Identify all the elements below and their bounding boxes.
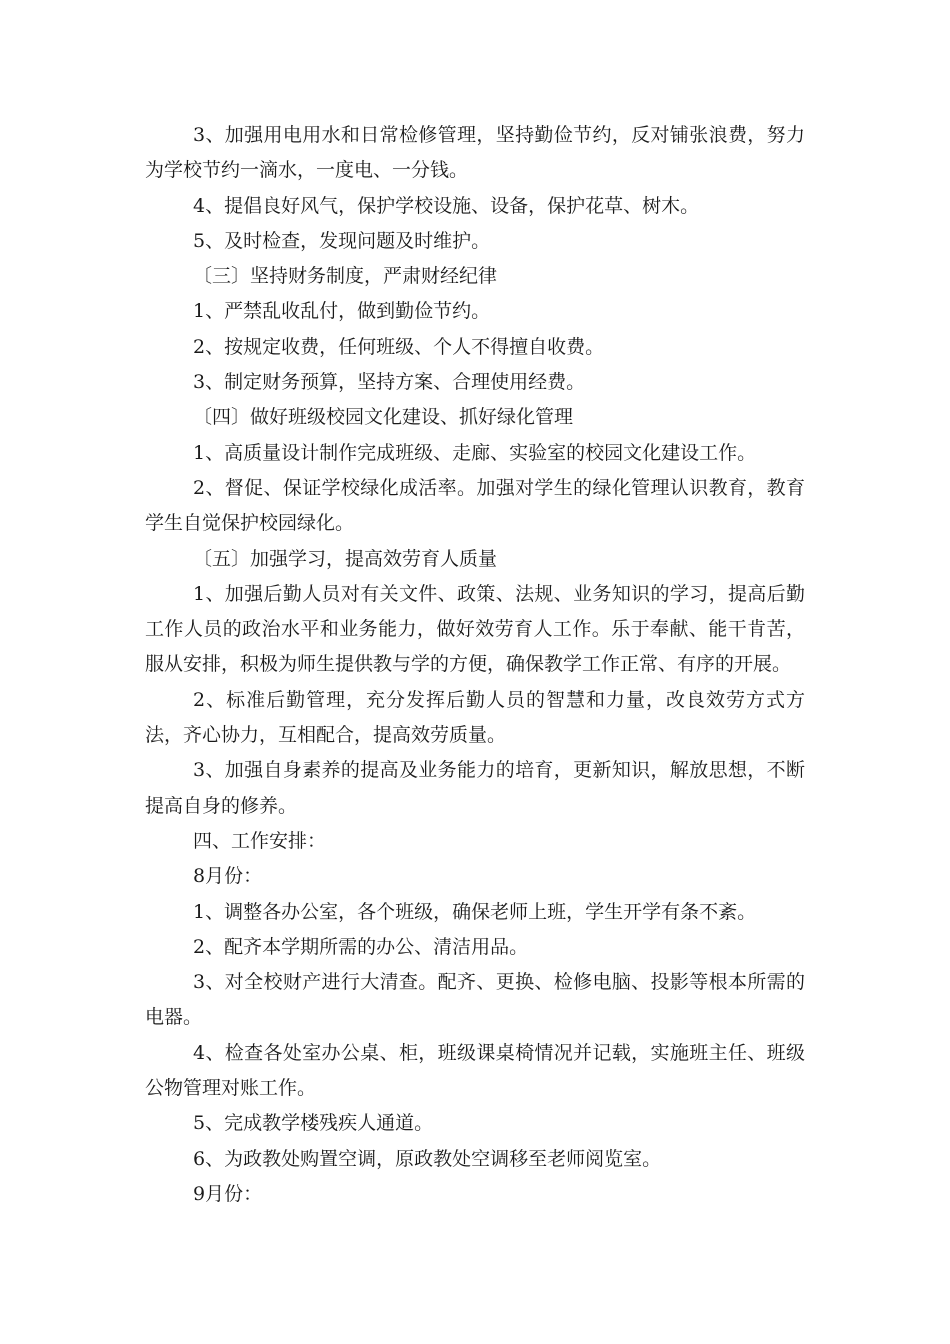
paragraph-9: 1、高质量设计制作完成班级、走廊、实验室的校园文化建设工作。 xyxy=(193,441,757,464)
paragraph-10: 2、督促、保证学校绿化成活率。加强对学生的绿化管理认识教育，教育学生自觉保护校园绿化。 xyxy=(145,476,805,535)
paragraph-1: 3、加强用电用水和日常检修管理，坚持勤俭节约，反对铺张浪费，努力为学校节约一滴水，一度电、一分钱。 xyxy=(145,124,805,182)
document-body xyxy=(145,118,805,1212)
section-heading-3: 〔三〕坚持财务制度，严肃财经纪律 xyxy=(193,265,498,288)
section-heading-work-plan: 四、工作安排： xyxy=(193,829,327,852)
paragraph-21: 5、完成教学楼残疾人通道。 xyxy=(193,1112,434,1135)
paragraph-3: 5、及时检查，发现问题及时维护。 xyxy=(193,229,491,252)
paragraph-12: 1、加强后勤人员对有关文件、政策、法规、业务知识的学习，提高后勤工作人员的政治水平和业务能力，做好效劳育人工作。乐于奉献、能干肯苦，服从安排，积极为师生提供教与学的方便，确保教学工作正常、有序的开展。 xyxy=(145,582,805,676)
section-heading-5: 〔五〕加强学习，提高效劳育人质量 xyxy=(193,547,498,570)
month-heading-august: 8月份： xyxy=(193,865,263,888)
paragraph-6: 2、按规定收费，任何班级、个人不得擅自收费。 xyxy=(193,335,605,358)
month-heading-september: 9月份： xyxy=(193,1182,263,1205)
paragraph-14: 3、加强自身素养的提高及业务能力的培育，更新知识，解放思想，不断提高自身的修养。 xyxy=(145,759,805,817)
paragraph-13: 2、标准后勤管理，充分发挥后勤人员的智慧和力量，改良效劳方式方法，齐心协力，互相配合，提高效劳质量。 xyxy=(145,688,805,747)
paragraph-17: 1、调整各办公室，各个班级，确保老师上班，学生开学有条不紊。 xyxy=(193,900,757,923)
paragraph-5: 1、严禁乱收乱付，做到勤俭节约。 xyxy=(193,300,491,323)
paragraph-7: 3、制定财务预算，坚持方案、合理使用经费。 xyxy=(193,371,586,394)
paragraph-19: 3、对全校财产进行大清查。配齐、更换、检修电脑、投影等根本所需的电器。 xyxy=(145,971,805,1029)
paragraph-18: 2、配齐本学期所需的办公、清洁用品。 xyxy=(193,935,529,958)
paragraph-22: 6、为政教处购置空调，原政教处空调移至老师阅览室。 xyxy=(193,1147,662,1170)
section-heading-4: 〔四〕做好班级校园文化建设、抓好绿化管理 xyxy=(193,406,574,429)
paragraph-2: 4、提倡良好风气，保护学校设施、设备，保护花草、树木。 xyxy=(193,194,700,217)
paragraph-20: 4、检查各处室办公桌、柜，班级课桌椅情况并记载，实施班主任、班级公物管理对账工作。 xyxy=(145,1041,805,1100)
